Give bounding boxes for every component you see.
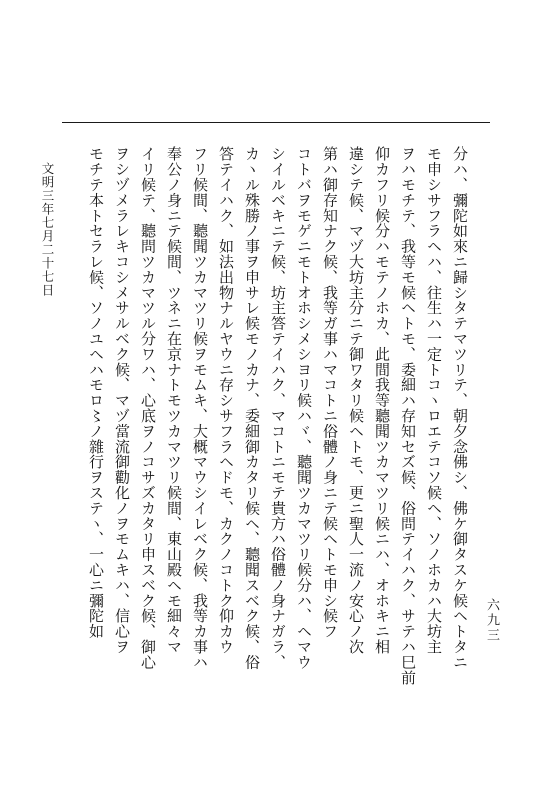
text-column-8: シイルベキニテ候、坊主答テイハク、マコトニモテ貴方ハ俗體ノ身ナガラ、 [269, 146, 287, 670]
text-column-7: コトバヲモゲニモトオホシメシヨリ候ハヾ、聽聞ツカマツリ候分ハ、ヘマウ [295, 146, 313, 670]
text-column-15: モチテ本トセラレ候、ソノユヘハモロ〻ノ雜行ヲステヽ、一心ニ彌陀如 [87, 146, 105, 639]
date-line: 文明三年七月二十七日 [40, 162, 55, 297]
text-column-13: イリ候テ、聽問ツカマツル分ワハ、心底ヲノコサズカタリ申スベク候、御心 [139, 146, 157, 670]
text-column-3: ヲハモチテ、我等モ候ヘトモ、委細ハ存知セズ候、俗問テイハク、サテハ巳前 [399, 146, 417, 685]
text-column-6: 第ハ御存知ナク候、我等ガ事ハマコトニ俗體ノ身ニテ候ヘトモ申シ候フ [321, 146, 339, 639]
text-column-11: フリ候間、聽聞ツカマツリ候ヲモムキ、大概マウシイレベク候、我等カ事ハ [191, 146, 209, 670]
page-number: 六九三 [484, 598, 499, 643]
text-column-14: ヲシヅメラレキコシメサルベク候、マヅ當流御勸化ノヲモムキハ、信心ヲ [113, 146, 131, 655]
text-column-4: 仰カフリ候分ハモテノホカ、此間我等聽聞ツカマツリ候ニハ、オホキニ相 [373, 146, 391, 655]
text-column-5: 違シテ候、マヅ大坊主分ニテ御ワタリ候ヘトモ、更ニ聖人一流ノ安心ノ次 [347, 146, 365, 655]
text-column-10: 答テイハク、如法出物ナルヤウニ存シサフラヘドモ、カクノコトク仰カウ [217, 146, 235, 655]
text-column-1: 分ハ、彌陀如來ニ歸シタテマツリテ、朝夕念佛シ、佛ケ御タスケ候ヘトタニ [451, 146, 469, 670]
header-rule [62, 122, 490, 123]
text-column-9: カヽル殊勝ノ事ヲ申サレ候モノカナ、委細御カタリ候ヘ、聽聞スベク候、俗 [243, 146, 261, 670]
text-column-2: モ申シサフラヘハ、往生ハ一定トコヽロエテコソ候ヘ、ソノホカハ大坊主 [425, 146, 443, 655]
text-column-12: 奉公ノ身ニテ候間、ツネニ在京ナトモツカマツリ候間、東山殿ヘモ細々マ [165, 146, 183, 655]
